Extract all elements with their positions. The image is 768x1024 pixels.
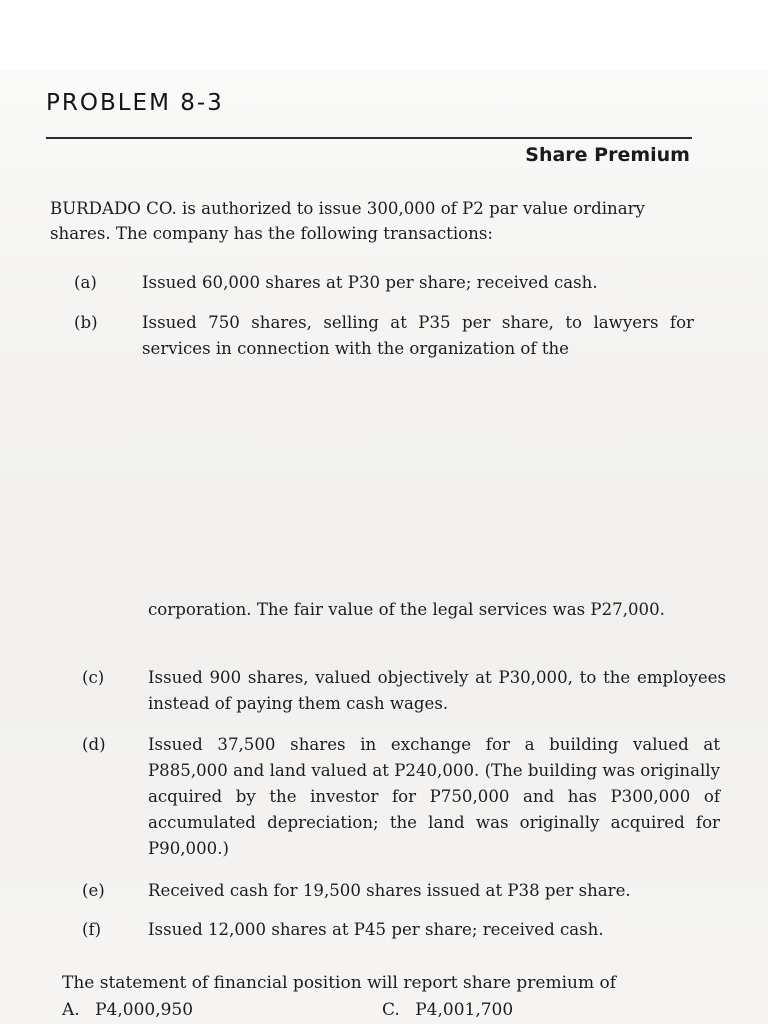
transaction-text: Issued 60,000 shares at P30 per share; received cash. bbox=[142, 273, 598, 292]
transaction-label: (e) bbox=[82, 881, 105, 900]
transaction-label: (c) bbox=[82, 668, 105, 687]
transaction-text: corporation. The fair value of the legal services was P27,000. bbox=[148, 600, 665, 619]
choice-letter: C. bbox=[382, 1000, 400, 1020]
transaction-d bbox=[82, 732, 726, 864]
transaction-text: Issued 900 shares, valued objectively at P30,000, to the employees instead of paying them cash wages. bbox=[148, 668, 726, 713]
transaction-f bbox=[82, 917, 726, 943]
question-text: The statement of financial position will report share premium of bbox=[62, 973, 617, 993]
top-margin bbox=[0, 0, 768, 70]
title-divider bbox=[46, 137, 692, 139]
transaction-label: (d) bbox=[82, 735, 106, 754]
transaction-label: (f) bbox=[82, 920, 102, 939]
transaction-a bbox=[74, 270, 694, 296]
choice-value: P4,001,700 bbox=[415, 1000, 514, 1020]
transaction-text: Issued 750 shares, selling at P35 per share, to lawyers for services in connection with the organization of the bbox=[142, 313, 694, 358]
choice-letter: A. bbox=[62, 1000, 80, 1020]
choice-value: P4,000,950 bbox=[95, 1000, 194, 1020]
transaction-label: (b) bbox=[74, 313, 98, 332]
transaction-c bbox=[82, 665, 726, 717]
section-title: Share Premium bbox=[525, 144, 690, 166]
choice-a bbox=[62, 997, 193, 1023]
choice-c bbox=[382, 997, 513, 1023]
transaction-e bbox=[82, 878, 726, 904]
problem-title: PROBLEM 8-3 bbox=[46, 90, 224, 116]
transaction-text: Received cash for 19,500 shares issued at P38 per share. bbox=[148, 881, 631, 900]
transaction-b-continued bbox=[148, 597, 726, 649]
transaction-b bbox=[74, 310, 694, 362]
problem-intro: BURDADO CO. is authorized to issue 300,000 of P2 par value ordinary shares. The company has the following transactions: bbox=[50, 199, 645, 243]
transaction-text: Issued 12,000 shares at P45 per share; received cash. bbox=[148, 920, 604, 939]
transaction-text: Issued 37,500 shares in exchange for a building valued at P885,000 and land valued at P240,000. (The building was originally acquired by the investor for P750,000 and has P300,000 of accumulated depreciation; the land was originally acquired for P90,000.) bbox=[148, 735, 720, 858]
transaction-label: (a) bbox=[74, 273, 97, 292]
